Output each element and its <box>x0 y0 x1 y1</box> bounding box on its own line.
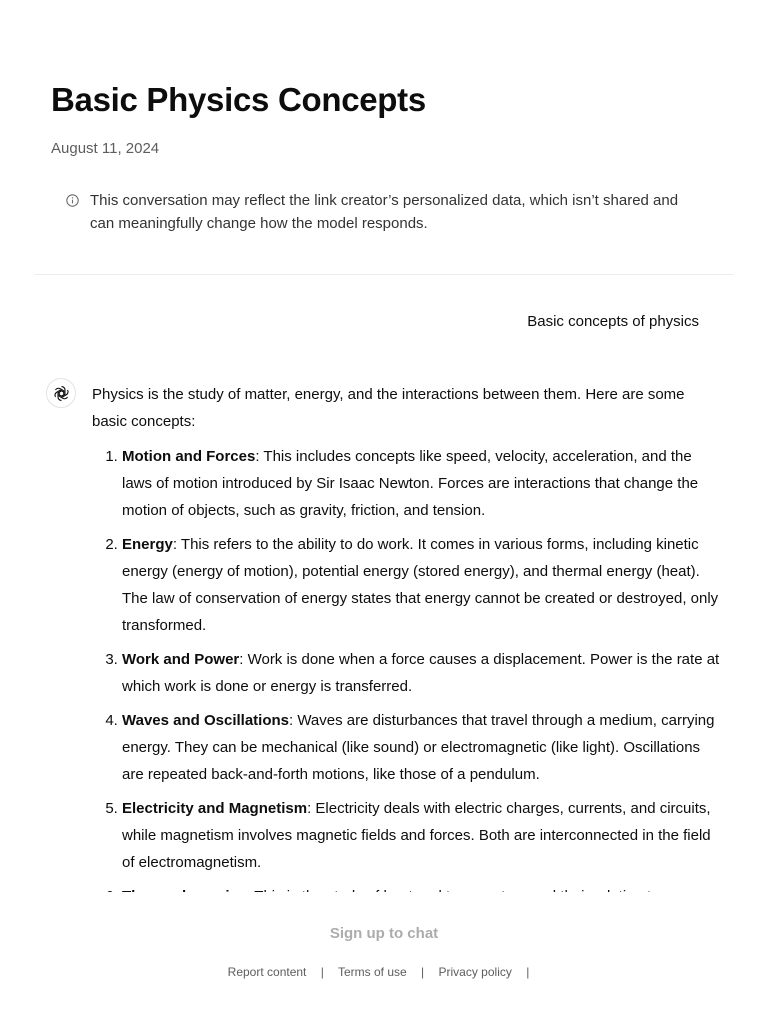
report-content-link[interactable]: Report content <box>227 965 307 979</box>
list-item <box>122 795 720 876</box>
concept-list <box>92 443 720 900</box>
concept-description: : Work is done when a force causes a displacement. Power is the rate at which work is done or energy is transferred. <box>122 651 720 695</box>
bottom-overlay <box>0 892 768 1024</box>
page-title: Basic Physics Concepts <box>51 81 426 118</box>
list-item <box>122 646 720 700</box>
list-item <box>122 531 720 639</box>
info-icon <box>66 194 79 207</box>
footer-separator: | <box>320 965 324 979</box>
personalization-notice <box>66 189 706 235</box>
user-message: Basic concepts of physics <box>527 313 699 330</box>
concept-description: : This refers to the ability to do work. It comes in various forms, including kinetic energy (energy of motion), potential energy (stored energy), and thermal energy (heat). The law of conservation of energy states that energy cannot be created or destroyed, only transformed. <box>122 536 719 634</box>
assistant-avatar <box>46 378 76 408</box>
page-header <box>51 80 731 159</box>
list-item <box>122 443 720 524</box>
concept-term: Work and Power <box>122 651 240 668</box>
sign-up-button[interactable]: Sign up to chat <box>329 925 439 942</box>
header-divider <box>35 274 733 275</box>
concept-description: : Waves are disturbances that travel through a medium, carrying energy. They can be mechanical (like sound) or electromagnetic (like light). Oscillations are repeated back-and-forth motions, like those of a pendulum. <box>122 712 715 783</box>
conversation-date: August 11, 2024 <box>51 140 160 157</box>
footer-separator: | <box>526 965 530 979</box>
concept-description: : Electricity deals with electric charges, currents, and circuits, while magnetism involves magnetic fields and forces. Both are interconnected in the field of electromagnetism. <box>122 800 711 871</box>
terms-of-use-link[interactable]: Terms of use <box>337 965 407 979</box>
footer-links <box>0 964 768 980</box>
concept-term: Motion and Forces <box>122 448 256 465</box>
concept-description: : This includes concepts like speed, velocity, acceleration, and the laws of motion introduced by Sir Isaac Newton. Forces are interactions that change the motion of objects, such as gravity, friction, and tension. <box>122 448 699 519</box>
footer-separator: | <box>421 965 425 979</box>
list-item <box>122 707 720 788</box>
privacy-policy-link[interactable]: Privacy policy <box>438 965 512 979</box>
openai-logo-icon <box>52 384 71 403</box>
concept-term: Electricity and Magnetism <box>122 800 308 817</box>
concept-term: Energy <box>122 536 173 553</box>
answer-intro: Physics is the study of matter, energy, and the interactions between them. Here are some basic concepts: <box>92 386 685 430</box>
notice-text: This conversation may reflect the link creator’s personalized data, which isn’t shared and can meaningfully change how the model responds. <box>90 192 679 232</box>
concept-term: Waves and Oscillations <box>122 712 289 729</box>
assistant-message <box>46 378 726 900</box>
assistant-answer <box>92 381 720 900</box>
